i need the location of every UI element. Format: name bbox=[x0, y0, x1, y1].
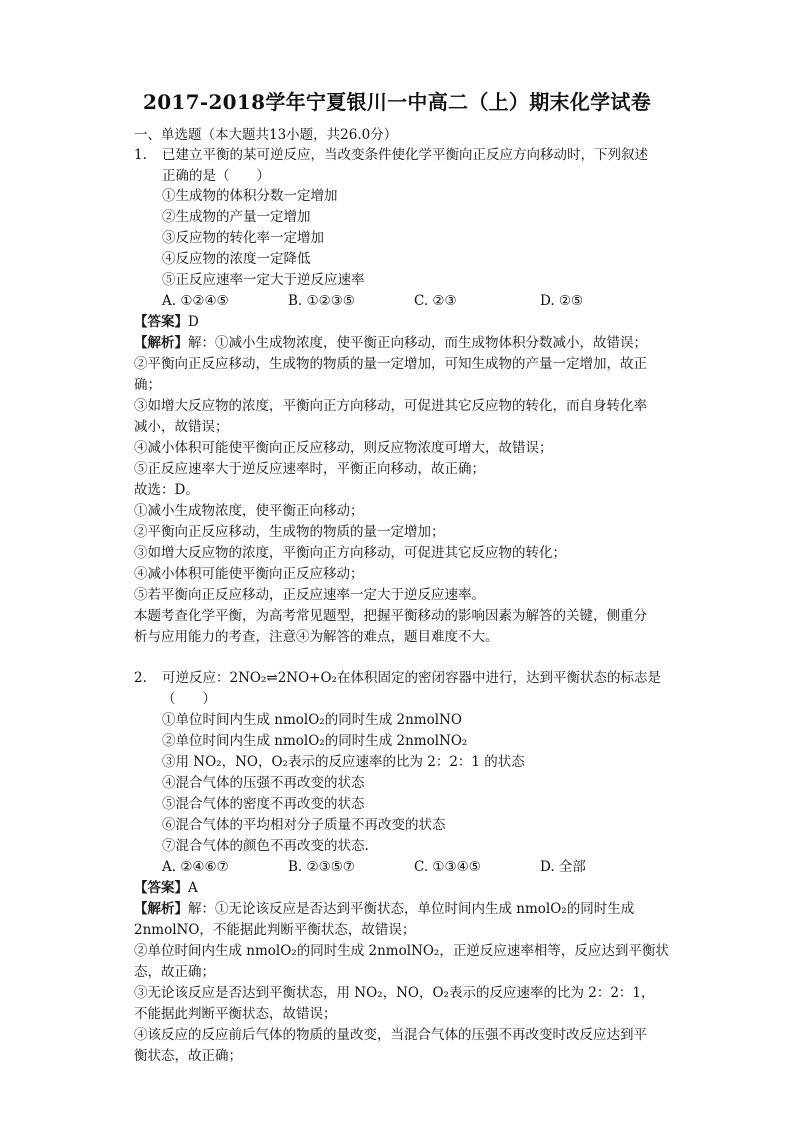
question-2-answer bbox=[134, 878, 198, 898]
analysis-tag: 【解析】 bbox=[134, 901, 188, 917]
question-1-stem-line-2: 正确的是（ ） bbox=[162, 168, 270, 184]
question-1-analysis-line-4: ③如增大反应物的浓度，平衡向正方向移动，可促进其它反应物的转化，而自身转化率 bbox=[134, 398, 647, 414]
answer-tag: 【答案】 bbox=[134, 314, 188, 330]
question-2-option-c: C. ①③④⑤ bbox=[414, 859, 481, 875]
question-1-stem-line-1: 已建立平衡的某可逆反应，当改变条件使化学平衡向正反应方向移动时，下列叙述 bbox=[162, 147, 648, 163]
question-2-analysis-line-5: ③无论该反应是否达到平衡状态，用 NO₂，NO，O₂表示的反应速率的比为 2：2：1， bbox=[134, 985, 655, 1001]
question-1-analysis-line-6: ④减小体积可能使平衡向正反应移动，则反应物浓度可增大，故错误； bbox=[134, 440, 553, 456]
question-2-item-3: ③用 NO₂，NO，O₂表示的反应速率的比为 2：2：1 的状态 bbox=[162, 754, 525, 770]
question-2-item-2: ②单位时间内生成 nmolO₂的同时生成 2nmolNO₂ bbox=[162, 733, 468, 749]
question-2-options bbox=[162, 857, 682, 877]
question-1-analysis-line-9: ①减小生成物浓度，使平衡正向移动； bbox=[134, 503, 364, 519]
analysis-text: 解：①减小生成物浓度，使平衡正向移动，而生成物体积分数减小，故错误； bbox=[188, 335, 647, 351]
question-2-analysis-line-8: 衡状态，故正确； bbox=[134, 1048, 242, 1064]
question-1-analysis-line-8: 故选：D。 bbox=[134, 482, 199, 498]
question-1-options bbox=[162, 291, 682, 311]
question-1-option-a: A. ①②④⑤ bbox=[162, 293, 229, 309]
question-1-number: 1. bbox=[134, 147, 147, 163]
question-2-analysis-line-3: ②单位时间内生成 nmolO₂的同时生成 2nmolNO₂，正逆反应速率相等，反应达到平衡状 bbox=[134, 943, 669, 959]
question-1-item-3: ③反应物的转化率一定增加 bbox=[162, 230, 324, 246]
question-2-analysis-line-2: 2nmolNO，不能据此判断平衡状态，故错误； bbox=[134, 922, 416, 938]
question-2-item-4: ④混合气体的压强不再改变的状态 bbox=[162, 775, 365, 791]
question-2-analysis-line-4: 态，故正确； bbox=[134, 964, 215, 980]
question-1-analysis-line-7: ⑤正反应速率大于逆反应速率时，平衡正向移动，故正确； bbox=[134, 461, 485, 477]
question-1-analysis-line-1 bbox=[134, 333, 647, 353]
analysis-text: 解：①无论该反应是否达到平衡状态，单位时间内生成 nmolO₂的同时生成 bbox=[188, 901, 635, 917]
question-2-item-7: ⑦混合气体的颜色不再改变的状态. bbox=[162, 838, 369, 854]
question-2-option-d: D. 全部 bbox=[540, 859, 586, 875]
question-2-analysis-line-7: ④该反应的反应前后气体的物质的量改变，当混合气体的压强不再改变时改反应达到平 bbox=[134, 1027, 647, 1043]
question-1-option-b: B. ①②③⑤ bbox=[288, 293, 355, 309]
question-1-item-5: ⑤正反应速率一定大于逆反应速率 bbox=[162, 272, 365, 288]
question-2-option-a: A. ②④⑥⑦ bbox=[162, 859, 229, 875]
question-1-analysis-line-3: 确； bbox=[134, 377, 161, 393]
question-1-analysis-line-5: 减小，故错误； bbox=[134, 419, 229, 435]
question-1-analysis-line-2: ②平衡向正反应移动，生成物的物质的量一定增加，可知生成物的产量一定增加，故正 bbox=[134, 356, 647, 372]
question-2-stem-line-1: 可逆反应：2NO₂⇌2NO+O₂在体积固定的密闭容器中进行，达到平衡状态的标志是 bbox=[162, 670, 661, 686]
question-1-analysis-line-13: ⑤若平衡向正反应移动，正反应速率一定大于逆反应速率。 bbox=[134, 587, 485, 603]
question-2-option-b: B. ②③⑤⑦ bbox=[288, 859, 355, 875]
question-1-analysis-line-11: ③如增大反应物的浓度，平衡向正方向移动，可促进其它反应物的转化； bbox=[134, 545, 566, 561]
section-heading: 一、单选题（本大题共13小题，共26.0分） bbox=[134, 127, 398, 143]
analysis-tag: 【解析】 bbox=[134, 335, 188, 351]
answer-value: D bbox=[188, 314, 199, 330]
question-1-option-c: C. ②③ bbox=[414, 293, 457, 309]
question-2-analysis-line-1 bbox=[134, 899, 634, 919]
question-2-item-6: ⑥混合气体的平均相对分子质量不再改变的状态 bbox=[162, 817, 446, 833]
question-2-stem-line-2: （ ） bbox=[162, 691, 216, 707]
question-1-analysis-line-14: 本题考查化学平衡，为高考常见题型，把握平衡移动的影响因素为解答的关键，侧重分 bbox=[134, 608, 647, 624]
answer-tag: 【答案】 bbox=[134, 880, 188, 896]
question-1-answer bbox=[134, 312, 199, 332]
page-title: 2017-2018学年宁夏银川一中高二（上）期末化学试卷 bbox=[142, 90, 652, 114]
question-2-analysis-line-6: 不能据此判断平衡状态，故错误； bbox=[134, 1006, 337, 1022]
question-1-analysis-line-15: 析与应用能力的考查，注意④为解答的难点，题目难度不大。 bbox=[134, 629, 499, 645]
question-2-item-5: ⑤混合气体的密度不再改变的状态 bbox=[162, 796, 365, 812]
question-1-analysis-line-10: ②平衡向正反应移动，生成物的物质的量一定增加； bbox=[134, 524, 445, 540]
question-1-item-1: ①生成物的体积分数一定增加 bbox=[162, 188, 338, 204]
question-1-option-d: D. ②⑤ bbox=[540, 293, 584, 309]
question-1-item-4: ④反应物的浓度一定降低 bbox=[162, 251, 311, 267]
question-2-item-1: ①单位时间内生成 nmolO₂的同时生成 2nmolNO bbox=[162, 712, 462, 728]
question-1-analysis-line-12: ④减小体积可能使平衡向正反应移动； bbox=[134, 566, 364, 582]
question-1-item-2: ②生成物的产量一定增加 bbox=[162, 209, 311, 225]
answer-value: A bbox=[188, 880, 198, 896]
question-2-number: 2. bbox=[134, 670, 147, 686]
